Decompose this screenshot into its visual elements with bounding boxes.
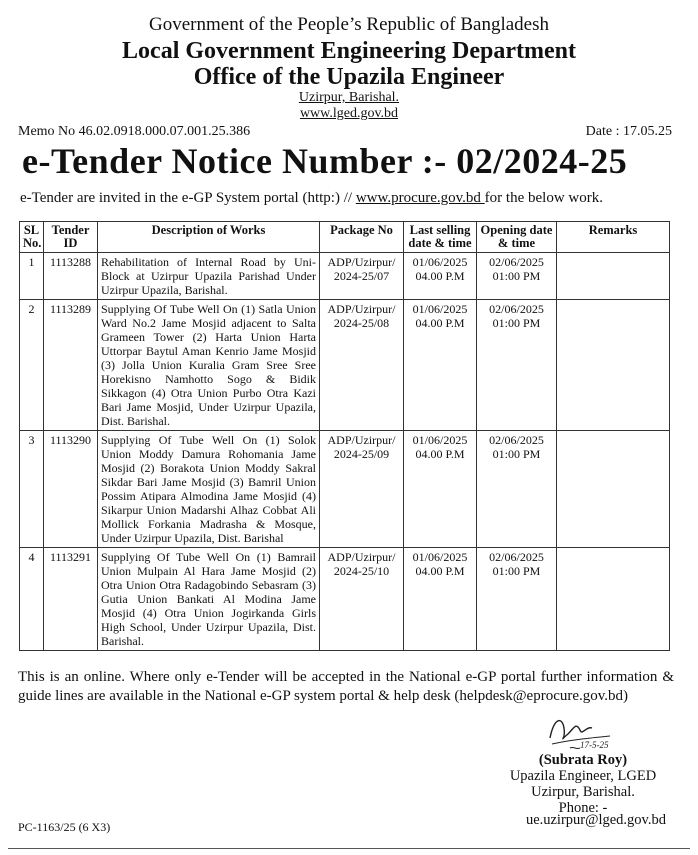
table-row xyxy=(20,253,670,300)
notice-date: Date : 17.05.25 xyxy=(585,124,672,139)
row-description: Rehabilitation of Internal Road by Uni-Block at Uzirpur Upazila Parishad Under Uzirpur Upazila, Barishal. xyxy=(98,253,320,300)
col-header-package: Package No xyxy=(320,222,404,253)
row-sl: 4 xyxy=(20,548,44,651)
table-row xyxy=(20,300,670,431)
pc-reference: PC-1163/25 (6 X3) xyxy=(18,820,111,834)
table-header-row xyxy=(20,222,670,253)
signature-date: 17-5-25 xyxy=(580,740,609,750)
row-remarks xyxy=(557,300,670,431)
row-tender-id: 1113291 xyxy=(44,548,98,651)
signatory-phone: Phone: - xyxy=(558,800,608,816)
office-heading: Office of the Upazila Engineer xyxy=(193,64,505,90)
row-sl: 2 xyxy=(20,300,44,431)
col-header-sl: SL No. xyxy=(20,222,44,253)
signatory-email[interactable]: ue.uzirpur@lged.gov.bd xyxy=(525,812,666,828)
govt-heading: Government of the People’s Republic of Bangladesh xyxy=(149,14,549,35)
row-remarks xyxy=(557,253,670,300)
office-location: Uzirpur, Barishal. xyxy=(298,90,400,105)
row-last-selling: 01/06/2025 04.00 P.M xyxy=(404,431,477,548)
row-package: ADP/Uzirpur/ 2024-25/09 xyxy=(320,431,404,548)
row-package: ADP/Uzirpur/ 2024-25/10 xyxy=(320,548,404,651)
col-header-opening: Opening date & time xyxy=(477,222,557,253)
signatory-title: Upazila Engineer, LGED xyxy=(509,768,657,784)
row-tender-id: 1113290 xyxy=(44,431,98,548)
row-opening: 02/06/2025 01:00 PM xyxy=(477,431,557,548)
tender-table xyxy=(19,221,670,651)
signatory-place: Uzirpur, Barishal. xyxy=(531,784,635,800)
invitation-text xyxy=(20,190,603,207)
row-description: Supplying Of Tube Well On (1) Solok Union Moddy Damura Rohomania Jame Mosjid (2) Borakota Union Moddy Sakral Sikdar Bari Jame Mosjid (3) Bamril Union Possim Atipara Almodina Jame Mosjid (4) Sikarpur Union Madarshi Alhaz Cobbat Ali Mollick Forkania Madrasha & Mosque, Under Uzirpur Upazila, Dist. Barishal xyxy=(98,431,320,548)
col-header-tender-id: Tender ID xyxy=(44,222,98,253)
row-description: Supplying Of Tube Well On (1) Satla Union Ward No.2 Jame Mosjid adjacent to Salta Grameen Tower (2) Harta Union Harta Uttorpar Baytul Aman Kenrio Jame Mosjid (3) Jolla Union Kuralia Gram Sree Sree Horekisno Namhotto Sogo & Bidik Sikkagon (4) Otra Union Purbo Otra Kazi Bari Jame Mosjid, Under Uzirpur Upazila, Dist. Barishal. xyxy=(98,300,320,431)
invitation-suffix: for the below work. xyxy=(484,190,603,206)
row-opening: 02/06/2025 01:00 PM xyxy=(477,253,557,300)
row-sl: 1 xyxy=(20,253,44,300)
col-header-remarks: Remarks xyxy=(557,222,670,253)
row-package: ADP/Uzirpur/ 2024-25/07 xyxy=(320,253,404,300)
signature-block xyxy=(498,752,668,816)
notice-title: e-Tender Notice Number :- 02/2024-25 xyxy=(22,141,628,181)
col-header-last-selling: Last selling date & time xyxy=(404,222,477,253)
portal-info-text: This is an online. Where only e-Tender will be accepted in the National e-GP portal further information & guide lines are available in the National e-GP system portal & help desk (helpdesk@eprocure.gov.bd) xyxy=(18,669,674,704)
row-package: ADP/Uzirpur/ 2024-25/08 xyxy=(320,300,404,431)
row-description: Supplying Of Tube Well On (1) Bamrail Union Mulpain Al Hara Jame Mosjid (2) Otra Union Otra Radagobindo Sebasram (3) Gutia Union Bankati Al Modina Jame Mosjid (4) Otra Union Jogirkanda Girls High School, Under Uzirpur Upazila, Dist. Barishal. xyxy=(98,548,320,651)
memo-number: Memo No 46.02.0918.000.07.001.25.386 xyxy=(18,124,251,139)
row-opening: 02/06/2025 01:00 PM xyxy=(477,548,557,651)
row-remarks xyxy=(557,431,670,548)
row-last-selling: 01/06/2025 04.00 P.M xyxy=(404,300,477,431)
col-header-description: Description of Works xyxy=(98,222,320,253)
row-last-selling: 01/06/2025 04.00 P.M xyxy=(404,253,477,300)
table-row xyxy=(20,548,670,651)
row-sl: 3 xyxy=(20,431,44,548)
row-last-selling: 01/06/2025 04.00 P.M xyxy=(404,548,477,651)
row-tender-id: 1113288 xyxy=(44,253,98,300)
bottom-divider xyxy=(8,848,690,849)
signatory-name: (Subrata Roy) xyxy=(538,752,628,768)
table-row xyxy=(20,431,670,548)
invitation-prefix: e-Tender are invited in the e-GP System portal (http:) // xyxy=(20,190,356,206)
handwritten-signature xyxy=(540,708,620,754)
department-heading: Local Government Engineering Department xyxy=(122,38,576,64)
procure-link[interactable]: www.procure.gov.bd xyxy=(355,190,485,206)
row-remarks xyxy=(557,548,670,651)
website-link[interactable]: www.lged.gov.bd xyxy=(299,106,399,121)
row-tender-id: 1113289 xyxy=(44,300,98,431)
row-opening: 02/06/2025 01:00 PM xyxy=(477,300,557,431)
